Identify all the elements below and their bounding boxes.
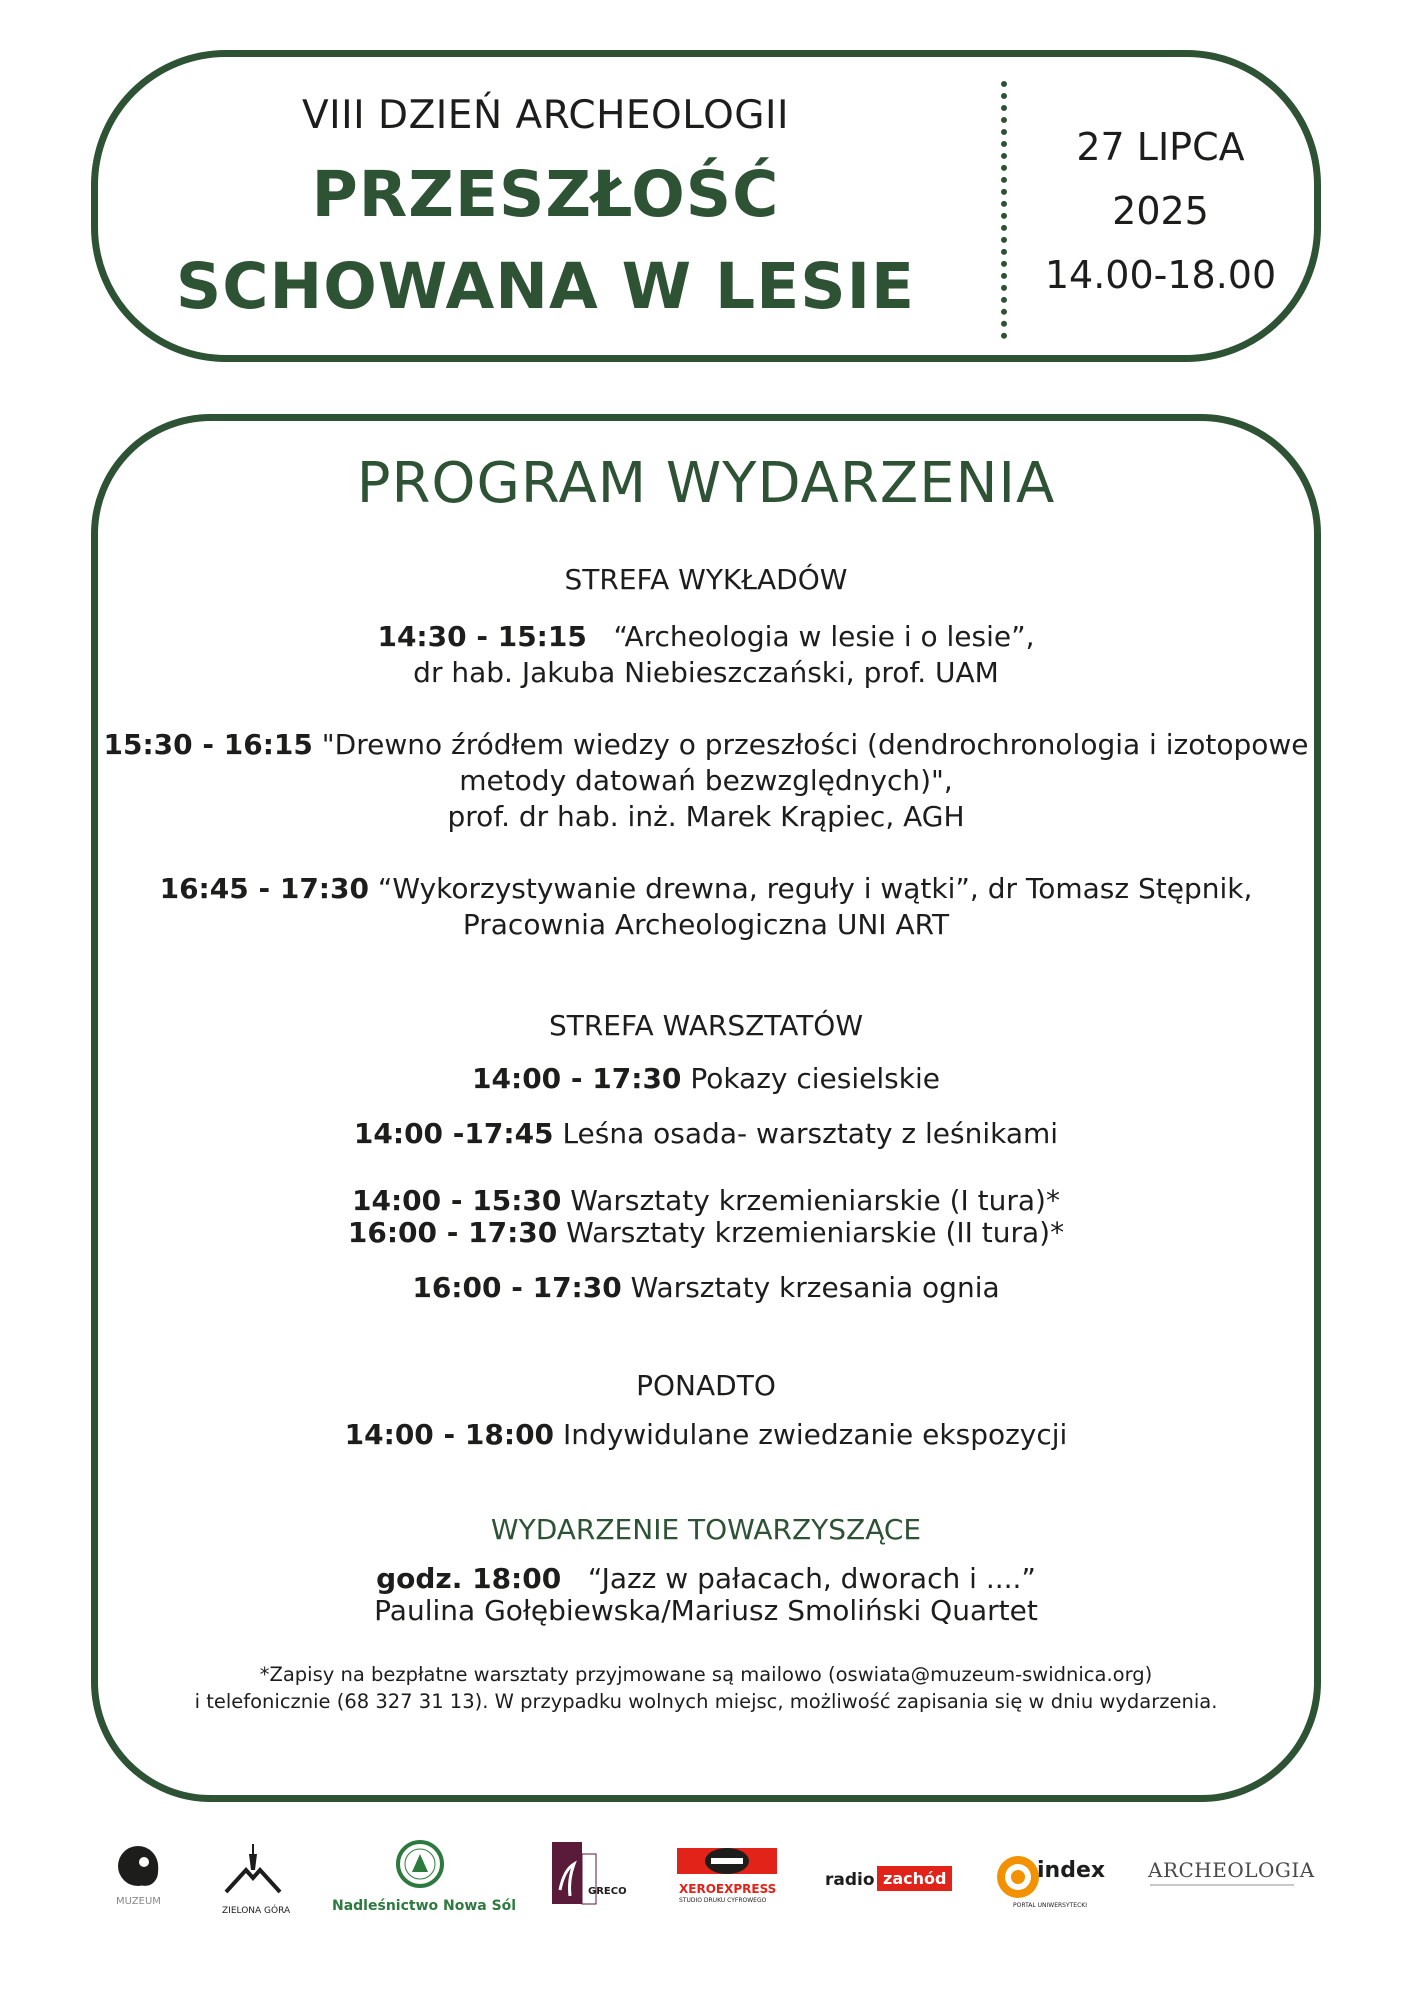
event-title-line1: PRZESZŁOŚĆ [311, 158, 780, 231]
workshop-title: Warsztaty krzemieniarskie (II tura)* [566, 1216, 1065, 1249]
workshop-item [98, 1270, 1314, 1306]
header-title-block [98, 57, 993, 355]
lecture-title: “Wykorzystywanie drewna, reguły i wątki”, dr Tomasz Stępnik, [377, 872, 1253, 905]
lecture-speaker: prof. dr hab. inż. Marek Krąpiec, AGH [447, 800, 965, 833]
workshop-time: 14:00 -17:45 [353, 1117, 554, 1150]
muzeum-logo [112, 1840, 172, 1940]
lecture-title: “Archeologia w lesie i o lesie”, [613, 620, 1035, 653]
zachod-label: zachód [877, 1866, 952, 1891]
nadlesnictwo-logo [332, 1840, 517, 1940]
sponsor-logos [0, 1840, 1414, 1940]
index-96-badge-icon [995, 1854, 1041, 1900]
lecture-time: 14:30 - 15:15 [377, 620, 587, 653]
archeologia-underline [1150, 1884, 1294, 1886]
zielona-gora-label: ZIELONA GÓRA [222, 1906, 291, 1916]
index-logo [995, 1840, 1105, 1940]
program-title: PROGRAM WYDARZENIA [356, 451, 1056, 516]
event-title-line2: SCHOWANA W LESIE [175, 250, 916, 323]
workshop-title: Warsztaty krzesania ognia [630, 1271, 1000, 1304]
workshop-title: Warsztaty krzemieniarskie (I tura)* [570, 1184, 1060, 1217]
lecture-item [98, 727, 1314, 763]
side-event-performers: Paulina Gołębiewska/Mariusz Smoliński Quartet [374, 1594, 1038, 1627]
event-date-year: 2025 [1112, 189, 1209, 233]
lecture-time: 15:30 - 16:15 [103, 728, 313, 761]
header-date-block [1013, 57, 1308, 355]
workshop-item [98, 1116, 1314, 1152]
registration-note-line1: *Zapisy na bezpłatne warsztaty przyjmowane są mailowo (oswiata@muzeum-swidnica.org) [259, 1663, 1153, 1686]
greco-label: GRECO [588, 1886, 627, 1897]
workshop-item [98, 1061, 1314, 1097]
workshops-heading: STREFA WARSZTATÓW [548, 1009, 864, 1042]
xeroexpress-label: XEROEXPRESS [679, 1882, 777, 1896]
side-event-time: godz. 18:00 [376, 1562, 562, 1595]
radio-label: radio [825, 1870, 875, 1890]
side-event-title: “Jazz w pałacach, dworach i ....” [587, 1562, 1036, 1595]
lecture-item [98, 871, 1314, 907]
xeroexpress-sublabel: STUDIO DRUKU CYFROWEGO [679, 1897, 767, 1904]
lecture-title: "Drewno źródłem wiedzy o przeszłości (dendrochronologia i izotopowe [321, 728, 1309, 761]
archeologia-logo [1148, 1840, 1315, 1940]
workshop-title: Pokazy ciesielskie [690, 1062, 940, 1095]
program-box [91, 414, 1321, 1802]
additionally-item [98, 1417, 1314, 1453]
workshop-item [98, 1183, 1314, 1219]
workshop-time: 16:00 - 17:30 [347, 1216, 558, 1249]
event-title [98, 149, 993, 333]
zielona-gora-tower-icon [218, 1840, 288, 1902]
event-date-day: 27 LIPCA [1076, 125, 1245, 169]
lecture-title-cont: metody datowań bezwzględnych)", [459, 764, 953, 797]
side-event-heading: WYDARZENIE TOWARZYSZĄCE [490, 1513, 922, 1546]
index-sublabel: PORTAL UNIWERSYTECKI [1013, 1902, 1087, 1909]
archeologia-label: ARCHEOLOGIA [1148, 1858, 1315, 1882]
xeroexpress-printer-icon [677, 1840, 777, 1882]
additionally-time: 14:00 - 18:00 [344, 1418, 555, 1451]
dotted-divider [1001, 81, 1007, 339]
workshop-title: Leśna osada- warsztaty z leśnikami [562, 1117, 1059, 1150]
lecture-speaker: dr hab. Jakuba Niebieszczański, prof. UAM [413, 656, 999, 689]
radio-zachod-logo [825, 1840, 950, 1940]
zielona-gora-logo [218, 1840, 291, 1940]
lecture-time: 16:45 - 17:30 [159, 872, 369, 905]
event-subtitle: VIII DZIEŃ ARCHEOLOGII [301, 93, 790, 138]
additionally-heading: PONADTO [636, 1369, 776, 1402]
lecture-item [98, 619, 1314, 655]
muzeum-label: MUZEUM [116, 1896, 161, 1907]
event-time: 14.00-18.00 [1044, 253, 1277, 297]
xeroexpress-logo [677, 1840, 777, 1940]
lecture-speaker: Pracownia Archeologiczna UNI ART [462, 908, 950, 941]
greco-logo [550, 1840, 630, 1940]
additionally-title: Indywidulane zwiedzanie ekspozycji [562, 1418, 1068, 1451]
lectures-heading: STREFA WYKŁADÓW [564, 563, 848, 596]
workshop-time: 14:00 - 17:30 [472, 1062, 682, 1095]
index-label: index [1037, 1858, 1106, 1883]
nadlesnictwo-label: Nadleśnictwo Nowa Sól [332, 1898, 517, 1914]
header-box [91, 50, 1321, 362]
side-event-item [98, 1561, 1314, 1597]
registration-note-line2: i telefonicznie (68 327 31 13). W przypadku wolnych miejsc, możliwość zapisania się w dniu wydarzenia. [194, 1690, 1218, 1713]
workshop-item [98, 1215, 1314, 1251]
workshop-time: 14:00 - 15:30 [352, 1184, 562, 1217]
greco-emblem-icon [550, 1840, 630, 1910]
workshop-time: 16:00 - 17:30 [412, 1271, 622, 1304]
lasy-panstwowe-icon [332, 1840, 512, 1890]
